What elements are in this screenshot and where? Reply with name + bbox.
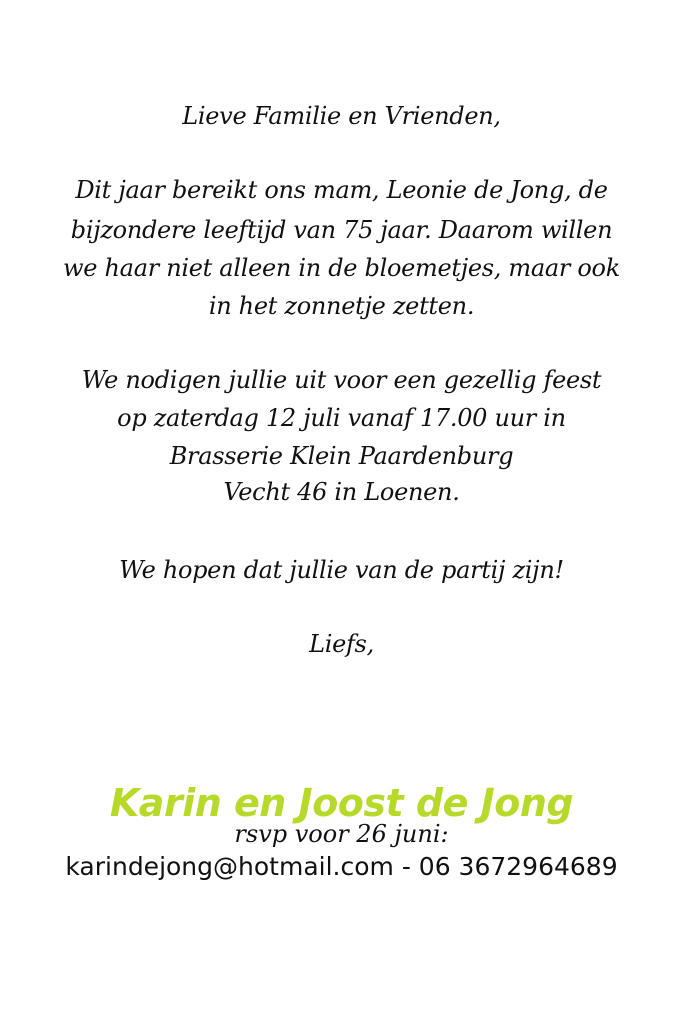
sign-off: Liefs,: [309, 630, 374, 658]
paragraph-1-line-2: bijzondere leeftijd van 75 jaar. Daarom willen: [70, 216, 613, 244]
paragraph-1-line-1: Dit jaar bereikt ons mam, Leonie de Jong, de: [75, 176, 608, 204]
paragraph-2-line-3: Brasserie Klein Paardenburg: [169, 442, 514, 470]
paragraph-2-line-1: We nodigen jullie uit voor een gezellig feest: [81, 366, 602, 394]
paragraph-1-line-3: we haar niet alleen in de bloemetjes, maar ook: [63, 254, 620, 282]
paragraph-2-line-4: Vecht 46 in Loenen.: [223, 478, 460, 506]
greeting: Lieve Familie en Vrienden,: [182, 102, 501, 130]
rsvp-line: rsvp voor 26 juni:: [234, 820, 449, 848]
closing-hope: We hopen dat jullie van de partij zijn!: [119, 556, 564, 584]
contact-line: karindejong@hotmail.com - 06 3672964689: [65, 852, 618, 881]
paragraph-1-line-4: in het zonnetje zetten.: [208, 292, 475, 320]
paragraph-2-line-2: op zaterdag 12 juli vanaf 17.00 uur in: [117, 404, 566, 432]
signature-names: Karin en Joost de Jong: [109, 781, 574, 825]
